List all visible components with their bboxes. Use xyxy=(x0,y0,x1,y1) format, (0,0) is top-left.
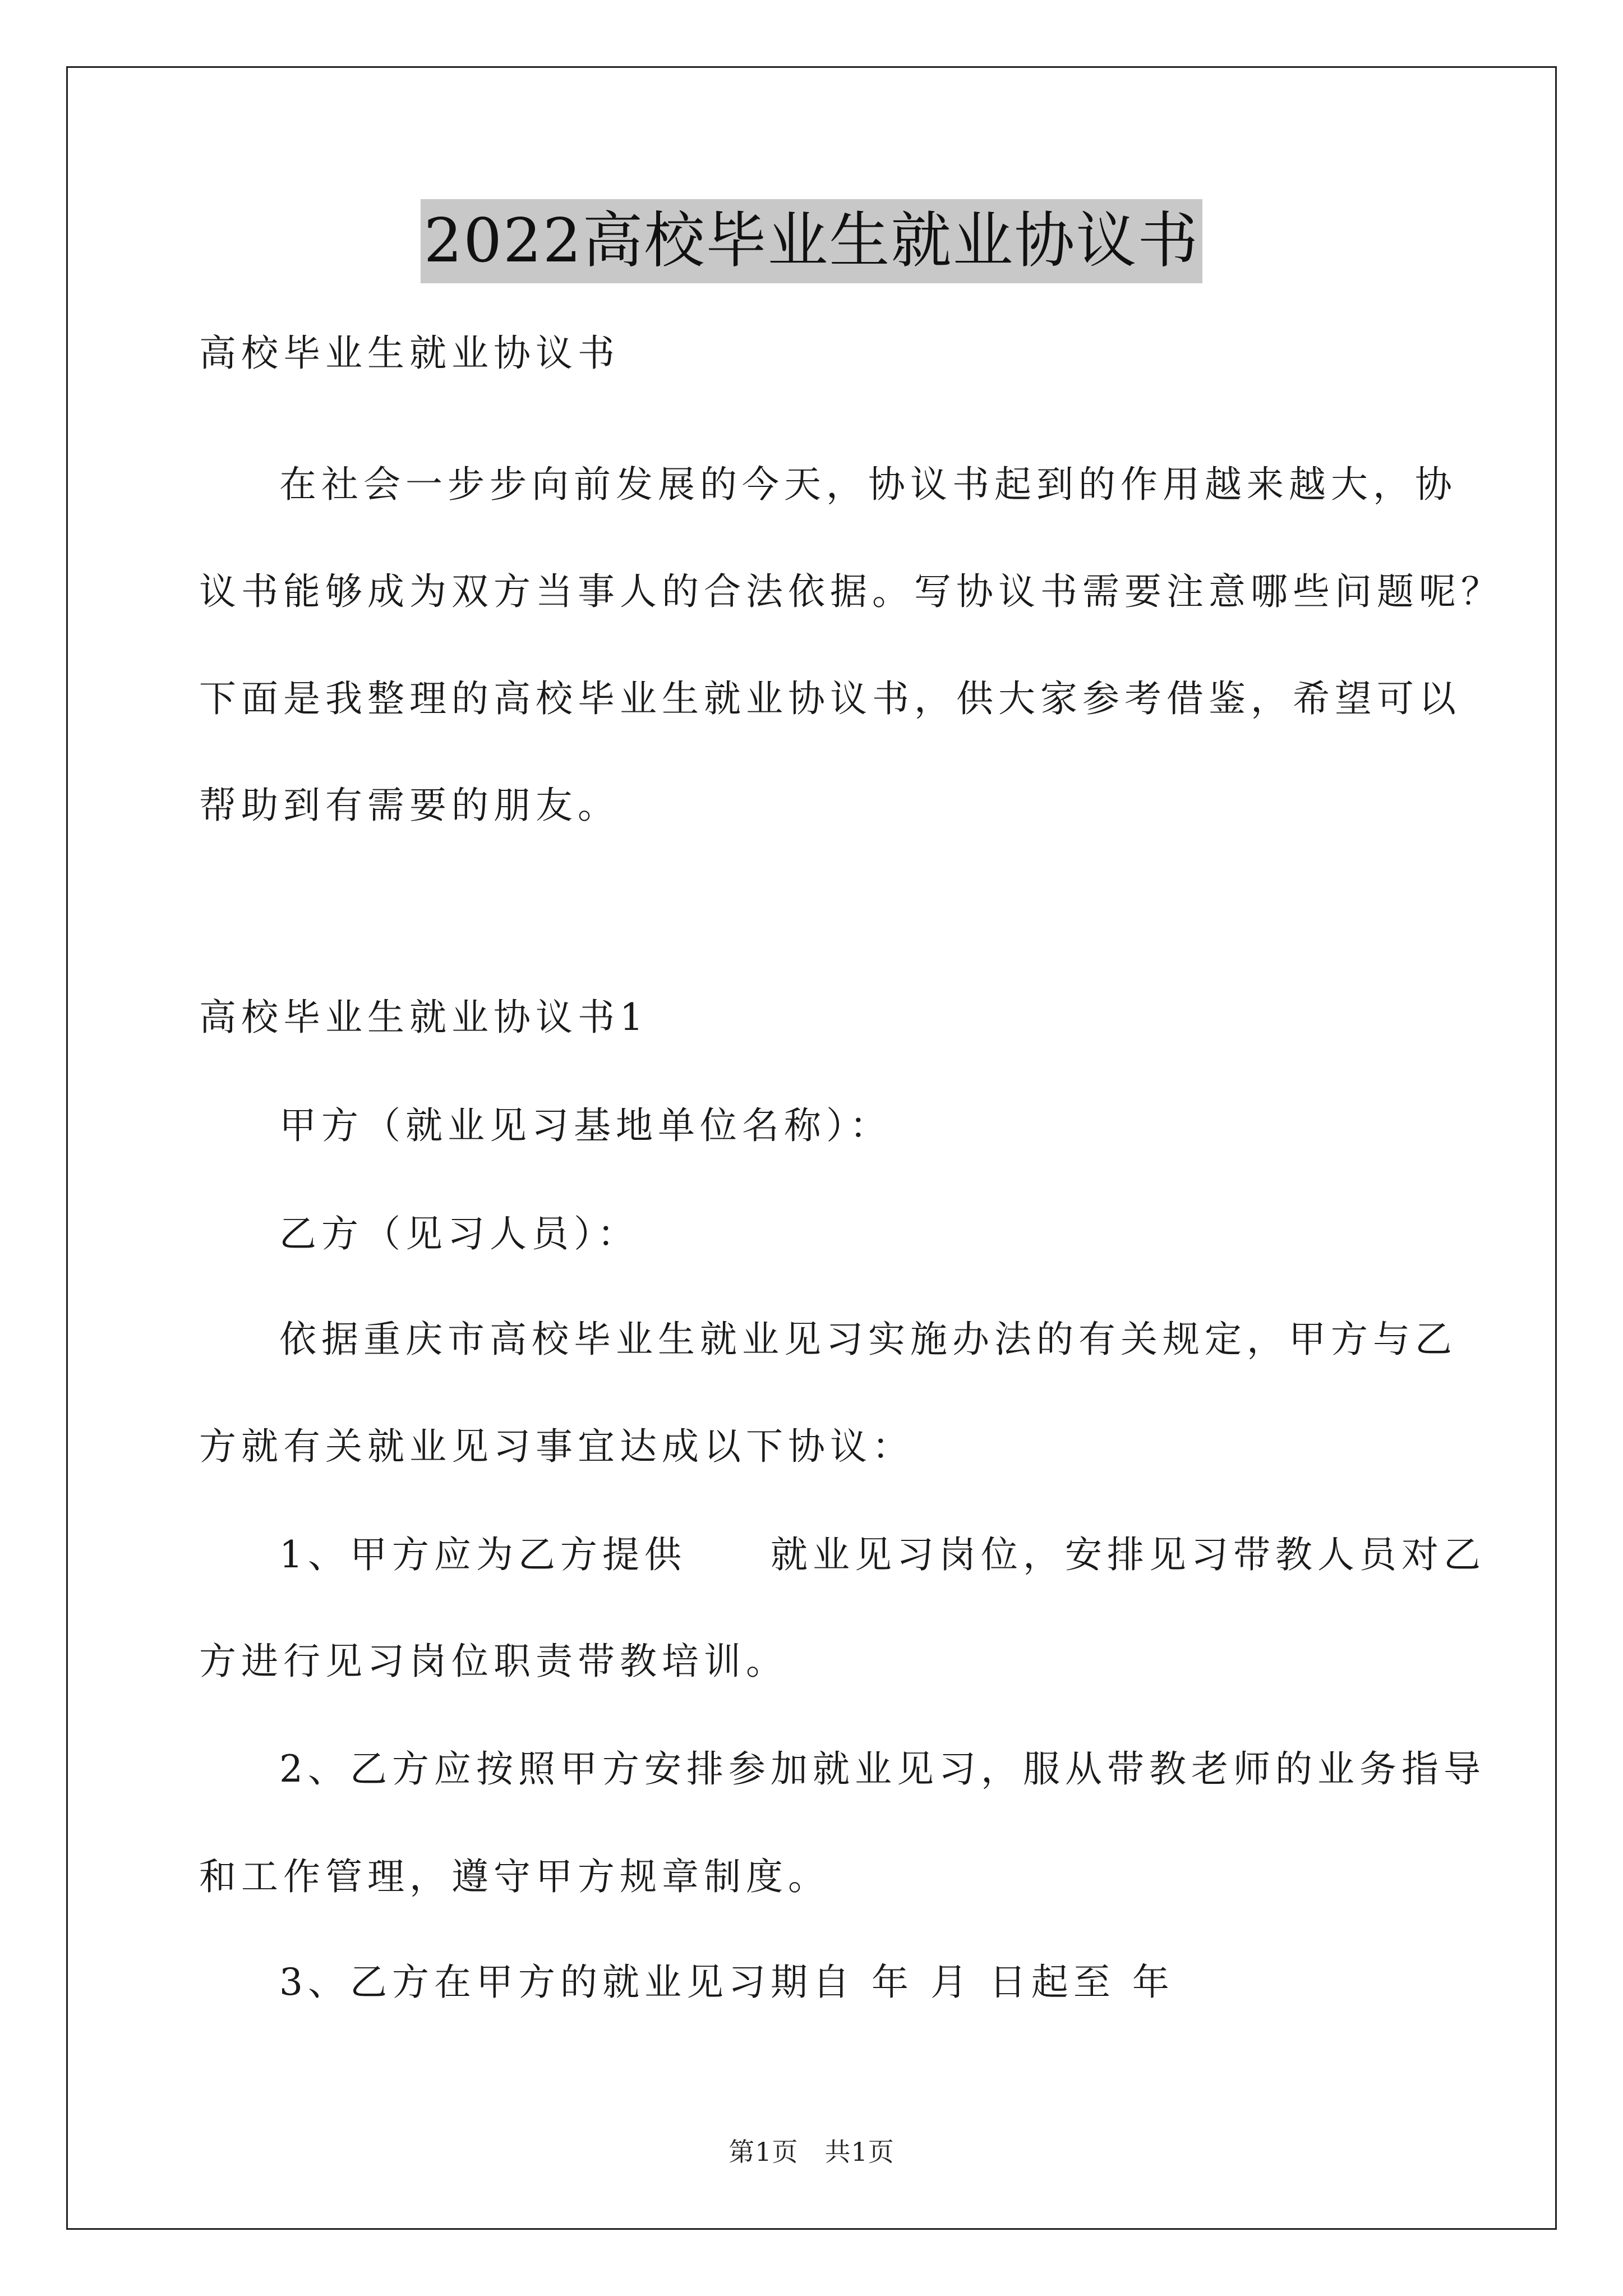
basis-line-1: 依据重庆市高校毕业生就业见习实施办法的有关规定，甲方与乙 xyxy=(279,1318,1457,1361)
party-a-line: 甲方（就业见习基地单位名称）： xyxy=(279,1104,892,1147)
subtitle-line: 高校毕业生就业协议书 xyxy=(199,332,620,375)
page-footer: 第1页 共1页 xyxy=(728,2137,895,2167)
intro-line-4: 帮助到有需要的朋友。 xyxy=(199,784,620,827)
basis-line-2: 方就有关就业见习事宜达成以下协议： xyxy=(199,1425,914,1468)
intro-line-2: 议书能够成为双方当事人的合法依据。写协议书需要注意哪些问题呢？ xyxy=(199,570,1503,613)
intro-line-1: 在社会一步步向前发展的今天，协议书起到的作用越来越大，协 xyxy=(279,463,1457,506)
party-b-line: 乙方（见习人员）： xyxy=(279,1212,639,1255)
document-title: 2022高校毕业生就业协议书 xyxy=(421,199,1203,283)
clause-1-line-2: 方进行见习岗位职责带教培训。 xyxy=(199,1640,788,1683)
section-heading: 高校毕业生就业协议书1 xyxy=(199,996,648,1039)
clause-3-line-1: 3、乙方在甲方的就业见习期自 年 月 日起至 年 xyxy=(279,1961,1174,2004)
clause-2-line-2: 和工作管理，遵守甲方规章制度。 xyxy=(199,1855,830,1898)
intro-line-3: 下面是我整理的高校毕业生就业协议书，供大家参考借鉴，希望可以 xyxy=(199,677,1461,720)
clause-1-line-1: 1、甲方应为乙方提供 就业见习岗位，安排见习带教人员对乙 xyxy=(279,1533,1486,1576)
title-container xyxy=(0,199,1623,283)
clause-2-line-1: 2、乙方应按照甲方安排参加就业见习，服从带教老师的业务指导 xyxy=(279,1747,1486,1791)
